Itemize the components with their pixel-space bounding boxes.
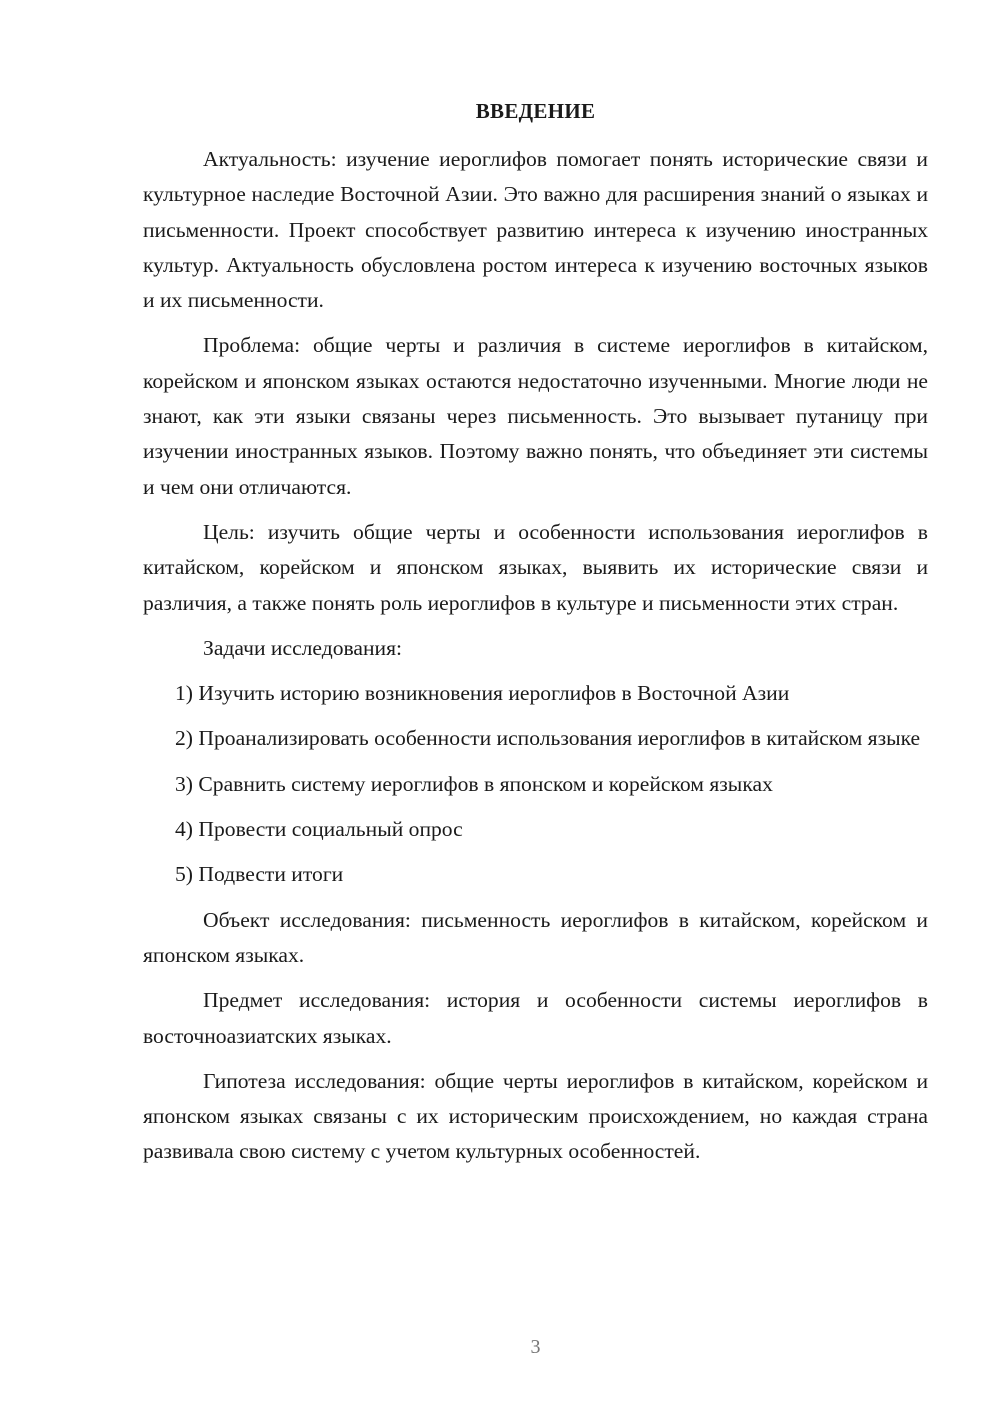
document-page bbox=[143, 0, 928, 1414]
paragraph-subject: Предмет исследования: история и особенности системы иероглифов в восточноазиатских языках. bbox=[143, 988, 928, 1048]
paragraph-problem: Проблема: общие черты и различия в системе иероглифов в китайском, корейском и японском языках остаются недостаточно изученными. Многие люди не знают, как эти языки связаны через письменность. Это вызывает путаницу при изучении иностранных языков. Поэтому важно понять, что объединяет эти системы и чем они отличаются. bbox=[143, 333, 928, 499]
document-body bbox=[143, 142, 928, 1180]
paragraph-tasks-heading: Задачи исследования: bbox=[203, 635, 403, 660]
paragraph-goal: Цель: изучить общие черты и особенности использования иероглифов в китайском, корейском и японском языках, выявить их исторические связи и различия, а также понять роль иероглифов в культуре и письменности этих стран. bbox=[143, 519, 928, 615]
paragraph-relevance: Актуальность: изучение иероглифов помогает понять исторические связи и культурное наследие Восточной Азии. Это важно для расширения знаний о языках и письменности. Проект способствует развитию интереса к изучению иностранных культур. Актуальность обусловлена ростом интереса к изучению восточных языков и их письменности. bbox=[143, 147, 928, 313]
task-item-4: 4) Провести социальный опрос bbox=[175, 817, 463, 842]
paragraph-hypothesis: Гипотеза исследования: общие черты иероглифов в китайском, корейском и японском языках связаны с их историческим происхождением, но каждая страна развивала свою систему с учетом культурных особенностей. bbox=[143, 1068, 928, 1164]
paragraph-object: Объект исследования: письменность иероглифов в китайском, корейском и японском языках. bbox=[143, 907, 928, 967]
task-item-1: 1) Изучить историю возникновения иероглифов в Восточной Азии bbox=[175, 681, 790, 706]
task-item-3: 3) Сравнить систему иероглифов в японском и корейском языках bbox=[175, 771, 773, 796]
task-item-5: 5) Подвести итоги bbox=[175, 862, 344, 887]
page-number: 3 bbox=[530, 1336, 541, 1358]
section-title: ВВЕДЕНИЕ bbox=[475, 99, 596, 123]
task-item-2: 2) Проанализировать особенности использования иероглифов в китайском языке bbox=[175, 726, 921, 751]
